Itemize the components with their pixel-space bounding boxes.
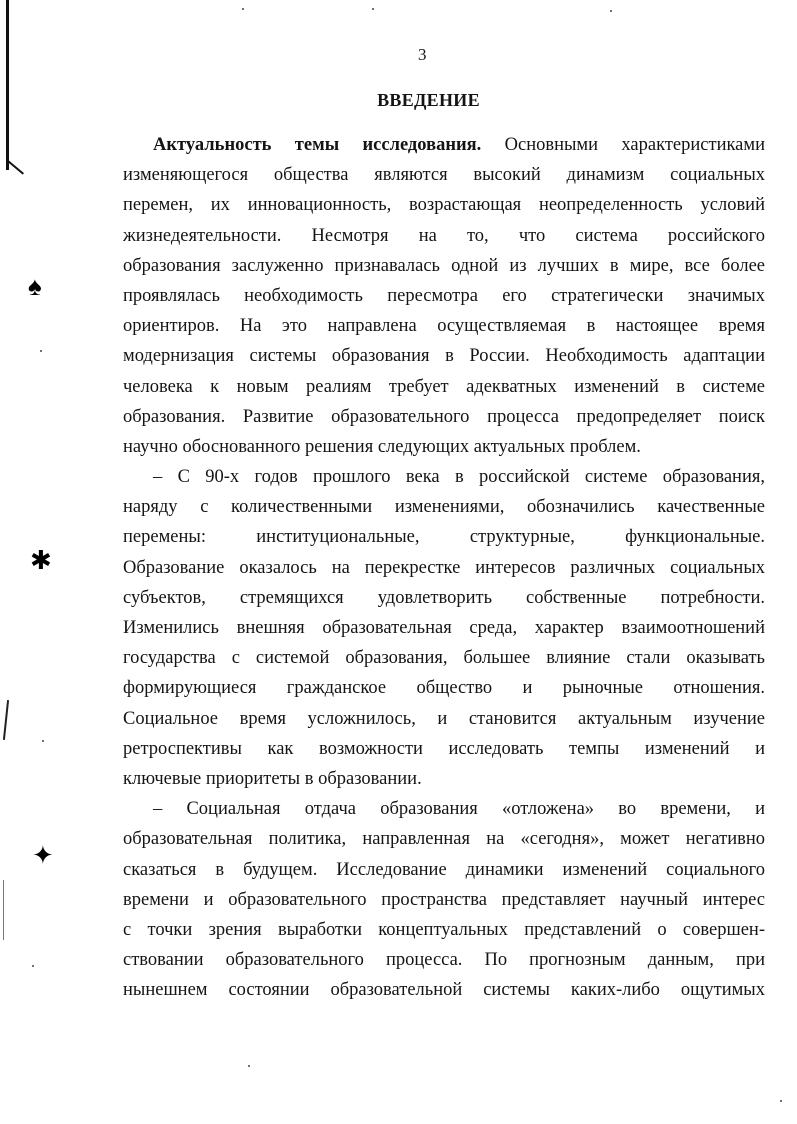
scan-speck (42, 740, 44, 742)
scan-blot-icon: ♠ (28, 272, 42, 301)
page-heading: ВВЕДЕНИЕ (377, 90, 480, 110)
paragraph-line: времени и образовательного пространства представляет научный интерес (123, 889, 765, 910)
document-body (123, 130, 765, 1005)
paragraph-line: ствовании образовательного процесса. По прогнозным данным, при (123, 950, 765, 971)
paragraph-line: Социальное время усложнилось, и становится актуальным изучение (123, 708, 765, 729)
paragraph-line: наряду с количественными изменениями, обозначились качественные (123, 497, 765, 518)
paragraph-line: Образование оказалось на перекрестке интересов различных социальных (123, 557, 765, 578)
paragraph-line: образования. Развитие образовательного процесса предопределяет поиск (123, 406, 765, 427)
paragraph-line: образовательная политика, направленная на «сегодня», может негативно (123, 829, 765, 850)
paragraph-line: ключевые приоритеты в образовании. (123, 768, 422, 789)
paragraph-line: с точки зрения выработки концептуальных представлений о совершен- (123, 919, 765, 940)
paragraph-1-lead-text: Основными характеристиками (481, 135, 765, 155)
scan-speck (610, 10, 612, 12)
paragraph-line: ретроспективы как возможности исследовать темпы изменений и (123, 738, 765, 759)
scan-edge-mark (7, 160, 24, 174)
topic-relevance-label: Актуальность темы исследования. (153, 135, 482, 155)
page-number: 3 (418, 45, 427, 64)
scan-speck (372, 8, 374, 10)
paragraph-line: проявлялась необходимость пересмотра его стратегически значимых (123, 285, 765, 306)
scan-margin-line-lower (3, 880, 4, 940)
paragraph-line: нынешнем состоянии образовательной системы каких-либо ощутимых (123, 980, 765, 1001)
paragraph-line: жизнедеятельности. Несмотря на то, что система российского (123, 225, 765, 246)
scan-speck (248, 1065, 250, 1067)
scan-blot-icon: ✦ (32, 841, 54, 870)
paragraph-3-line: – Социальная отдача образования «отложена» во времени, и (153, 799, 765, 820)
paragraph-2-line: – С 90-х годов прошлого века в российской системе образования, (153, 467, 765, 488)
scan-speck (780, 1100, 782, 1102)
scan-speck (242, 8, 244, 10)
paragraph-line: субъектов, стремящихся удовлетворить собственные потребности. (123, 587, 765, 608)
scan-speck (40, 350, 42, 352)
paragraph-line: сказаться в будущем. Исследование динамики изменений социального (123, 859, 765, 880)
paragraph-line: модернизация системы образования в России. Необходимость адаптации (123, 346, 765, 367)
paragraph-line: Изменились внешняя образовательная среда, характер взаимоотношений (123, 618, 765, 638)
paragraph-line: изменяющегося общества являются высокий динамизм социальных (123, 165, 765, 186)
paragraph-line: ориентиров. На это направлена осуществляемая в настоящее время (123, 316, 765, 337)
scan-speck (32, 965, 34, 967)
scan-edge-line (6, 0, 9, 170)
paragraph-line: образования заслуженно признавалась одной из лучших в мире, все более (123, 255, 765, 276)
scan-margin-line (3, 700, 9, 740)
paragraph-line: формирующиеся гражданское общество и рыночные отношения. (123, 678, 765, 699)
scan-blot-icon: ✱ (30, 546, 52, 575)
paragraph-line: перемен, их инновационность, возрастающая неопределенность условий (123, 195, 765, 216)
paragraph-line: человека к новым реалиям требует адекватных изменений в системе (123, 376, 765, 397)
paragraph-1-line-1 (123, 130, 765, 160)
paragraph-line: государства с системой образования, большее влияние стали оказывать (123, 648, 765, 669)
paragraph-line: научно обоснованного решения следующих актуальных проблем. (123, 436, 641, 457)
paragraph-line: перемены: институциональные, структурные, функциональные. (123, 527, 765, 548)
